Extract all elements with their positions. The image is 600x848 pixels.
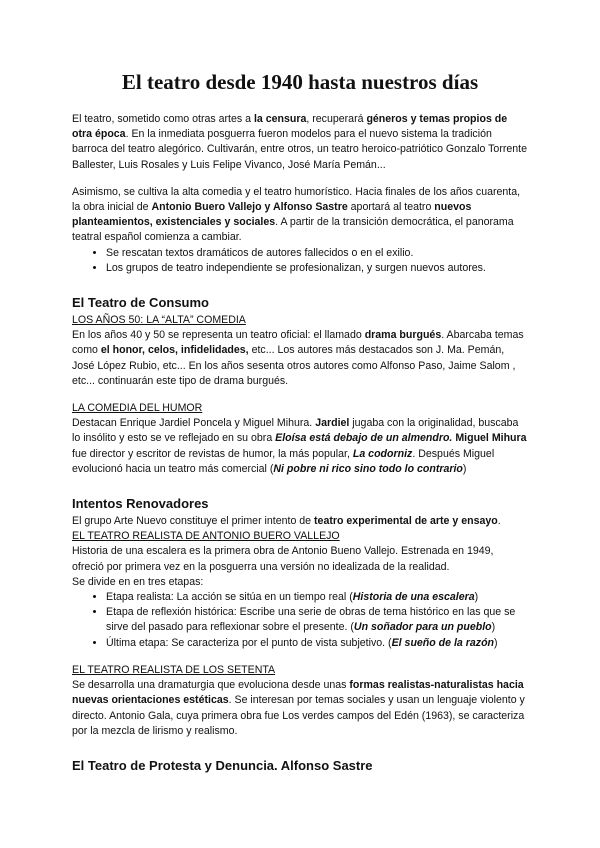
document-body [72, 112, 528, 776]
list-item [106, 590, 528, 605]
text: . Se interesan por temas sociales y usan un lenguaje violento y directo. Antonio Gala, cuya primera obra fue Los verdes campos del Edén (1963), se caracteriza por la mezcla de lirismo y realismo. [72, 694, 525, 737]
renovadores-paragraph-1 [72, 514, 528, 529]
section-heading-protesta: El Teatro de Protesta y Denuncia. Alfonso Sastre [72, 757, 373, 773]
text: Se desarrolla una dramaturgia que evoluciona desde unas [72, 679, 350, 692]
bold-text: Miguel Mihura [455, 432, 527, 445]
text: . Después Miguel evolucionó hacia un teatro más comercial ( [72, 447, 495, 475]
section-heading-consumo: El Teatro de Consumo [72, 295, 209, 311]
text: aportará al teatro [347, 201, 435, 214]
bold-text: nuevos planteamientos, existenciales y sociales [72, 201, 472, 229]
section-heading-renovadores: Intentos Renovadores [72, 496, 209, 512]
bold-text: Antonio Buero Vallejo y Alfonso Sastre [151, 201, 348, 214]
intro-bullet-list [72, 246, 528, 276]
subheading-buero-vallejo: EL TEATRO REALISTA DE ANTONIO BUERO VALLEJO [72, 530, 340, 543]
bold-italic-text: Eloísa está debajo de un almendro. [275, 432, 453, 445]
bold-italic-text: Ni pobre ni rico sino todo lo contrario [273, 462, 463, 475]
intro-paragraph-2 [72, 185, 528, 246]
text: Etapa realista: La acción se sitúa en un tiempo real ( [106, 591, 353, 604]
text: Etapa de reflexión histórica: Escribe una serie de obras de tema histórico en las que se sirve del pasado para reflexionar sobre el presente. ( [106, 606, 516, 634]
text: , recuperará [306, 113, 367, 125]
text: ) [491, 621, 496, 634]
bold-text: Jardiel [315, 417, 350, 430]
bold-text: géneros y temas propios de otra época [72, 113, 508, 141]
bold-text: el honor, celos, infidelidades, [100, 344, 249, 357]
bold-text: formas realistas-naturalistas hacia nuevas orientaciones estéticas [72, 679, 524, 707]
bold-text: teatro experimental de arte y ensayo [314, 515, 498, 528]
renovadores-paragraph-3: Se divide en en tres etapas: [72, 575, 204, 588]
text: ) [462, 462, 467, 475]
bold-italic-text: El sueño de la razón [391, 636, 495, 649]
bold-text: drama burgués [364, 329, 442, 342]
list-item: • Los grupos de teatro independiente se profesionalizan, y surgen nuevos autores. [106, 261, 528, 276]
list-item: • Se rescatan textos dramáticos de autores fallecidos o en el exilio. [106, 246, 528, 261]
list-item [106, 605, 528, 635]
text: . En la inmediata posguerra fueron modelos para el nuevo sistema la tradición barroca del teatro alegórico. Cultivarán, entre otros, un teatro heroico-patriótico Gonzalo Torrente Ballester, Luis Rosales y Luis Felipe Vivanco, José María Pemán... [72, 128, 527, 171]
text: En los años 40 y 50 se representa un teatro oficial: el llamado [72, 329, 365, 342]
bold-italic-text: Historia de una escalera [352, 591, 475, 604]
text: Asimismo, se cultiva la alta comedia y el teatro humorístico. Hacia finales de los años cuarenta, la obra inicial de [72, 185, 521, 214]
subheading-alta-comedia: LOS AÑOS 50: LA “ALTA” COMEDIA [72, 314, 246, 327]
subheading-setenta: EL TEATRO REALISTA DE LOS SETENTA [72, 663, 276, 676]
consumo-paragraph-2 [72, 416, 528, 477]
renovadores-paragraph-4 [72, 678, 528, 739]
bold-italic-text: Un soñador para un pueblo [353, 621, 492, 634]
text: jugaba con la originalidad, buscaba lo insólito y esto se ve reflejado en su obra [72, 417, 519, 445]
consumo-paragraph-1 [72, 328, 528, 389]
text: ) [474, 591, 479, 604]
bold-italic-text: La codorniz [352, 447, 413, 460]
text: . [497, 515, 501, 528]
text: Última etapa: Se caracteriza por el punto de vista subjetivo. ( [106, 636, 392, 649]
text: Destacan Enrique Jardiel Poncela y Miguel Mihura. [72, 417, 316, 430]
etapas-bullet-list [72, 590, 528, 651]
renovadores-paragraph-2: Historia de una escalera es la primera obra de Antonio Bueno Vallejo. Estrenada en 1949, ofreció por primera vez en la posguerra una versión no idealizada de la realidad. [72, 545, 494, 573]
text: . A partir de la transición democrática, el panorama teatral español comienza a cambiar. [72, 216, 514, 244]
text: . Abarcaba temas como [72, 329, 524, 357]
text: etc... Los autores más destacados son J. Ma. Pemán, José López Rubio, etc... En los años sesenta otros autores como Alfonso Paso, Jaime Salom , etc... continuarán este tipo de drama burgués. [72, 344, 516, 387]
page-title: El teatro desde 1940 hasta nuestros días [121, 70, 479, 94]
text: El grupo Arte Nuevo constituye el primer intento de [72, 515, 315, 528]
text: ) [494, 636, 498, 649]
intro-paragraph-1 [72, 112, 528, 173]
text: fue director y escritor de revistas de humor, la más popular, [72, 447, 353, 460]
subheading-comedia-humor: LA COMEDIA DEL HUMOR [72, 402, 203, 415]
bold-text: la censura [253, 113, 307, 125]
list-item [106, 636, 528, 651]
text: El teatro, sometido como otras artes a [72, 113, 254, 125]
